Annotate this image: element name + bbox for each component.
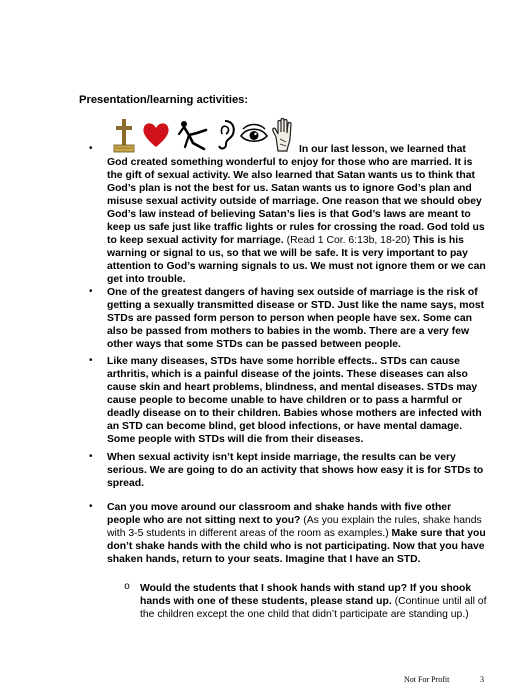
item-text: In our last lesson, we learned that God created something wonderful to enjoy for those who are married. It is the gift of sexual activity. We also learned that Satan wants us to think that God’s plan is not the best for us. Satan wants us to ignore God’s plan and misuse sexual activity outside of marriage. One reason that we should obey God’s law instead of believing Satan’s lies is that God’s laws are meant to keep us safe just like traffic lights or rules for crossing the road. God told us to keep sexual activity for marriage. <box>107 144 485 246</box>
item-text-continued: Make sure that you don’t shake hands with the child who is not participating. Now that you have shaken hands, return to your seats. Imagine that I have an STD. <box>107 528 486 565</box>
page-number: 3 <box>480 675 484 684</box>
list-item <box>107 451 487 490</box>
item-text-continued: This is his warning or signal to us, so that we will be safe. It is very important to pay attention to God’s warning signals to us. We must not ignore them or we can get into trouble. <box>107 235 486 285</box>
item-text: Can you move around our classroom and shake hands with five other people who are not sitting next to you? <box>107 502 452 526</box>
list-item <box>107 501 487 566</box>
sub-item-text: Would the students that I shook hands with stand up? If you shook hands with one of these students, please stand up. <box>140 583 472 607</box>
bullet-marker: • <box>89 143 93 154</box>
list-item <box>107 286 487 351</box>
bullet-marker: • <box>89 355 93 366</box>
sub-list-item <box>140 582 488 621</box>
item-note: (As you explain the rules, shake hands with 3-5 students in different areas of the room as examples.) <box>107 515 482 539</box>
sub-bullet-marker: o <box>124 582 131 593</box>
bullet-marker: • <box>89 451 93 462</box>
list-item <box>107 143 487 286</box>
item-note: (Read 1 Cor. 6:13b, 18-20) <box>283 235 411 246</box>
sub-item-note: (Continue until all of the children except the one child that didn’t participate are standing up.) <box>140 596 487 620</box>
item-text: When sexual activity isn’t kept inside marriage, the results can be very serious. We are going to do an activity that shows how easy it is for STDs to spread. <box>107 452 484 489</box>
list-item <box>107 355 487 446</box>
footer-label: Not For Profit <box>404 675 450 684</box>
section-heading: Presentation/learning activities: <box>79 94 249 106</box>
bullet-marker: • <box>89 286 93 297</box>
item-text: Like many diseases, STDs have some horrible effects.. STDs can cause arthritis, which is a painful disease of the joints. These diseases can also cause skin and heart problems, blindness, and mental diseases. STDs may cause people to become unable to have children or to pass a harmful or deadly disease on to their children. Babies whose mothers are infected with an STD can become blind, get blood infections, or have mental damage. Some people with STDs will die from their diseases. <box>107 356 482 445</box>
bullet-marker: • <box>89 501 93 512</box>
item-text: One of the greatest dangers of having sex outside of marriage is the risk of getting a sexually transmitted disease or STD. Just like the name says, most STDs are passed form person to person when people have sex. Some can also be passed from mothers to babies in the womb. There are a very few other ways that some STDs can be passed between people. <box>107 287 485 350</box>
